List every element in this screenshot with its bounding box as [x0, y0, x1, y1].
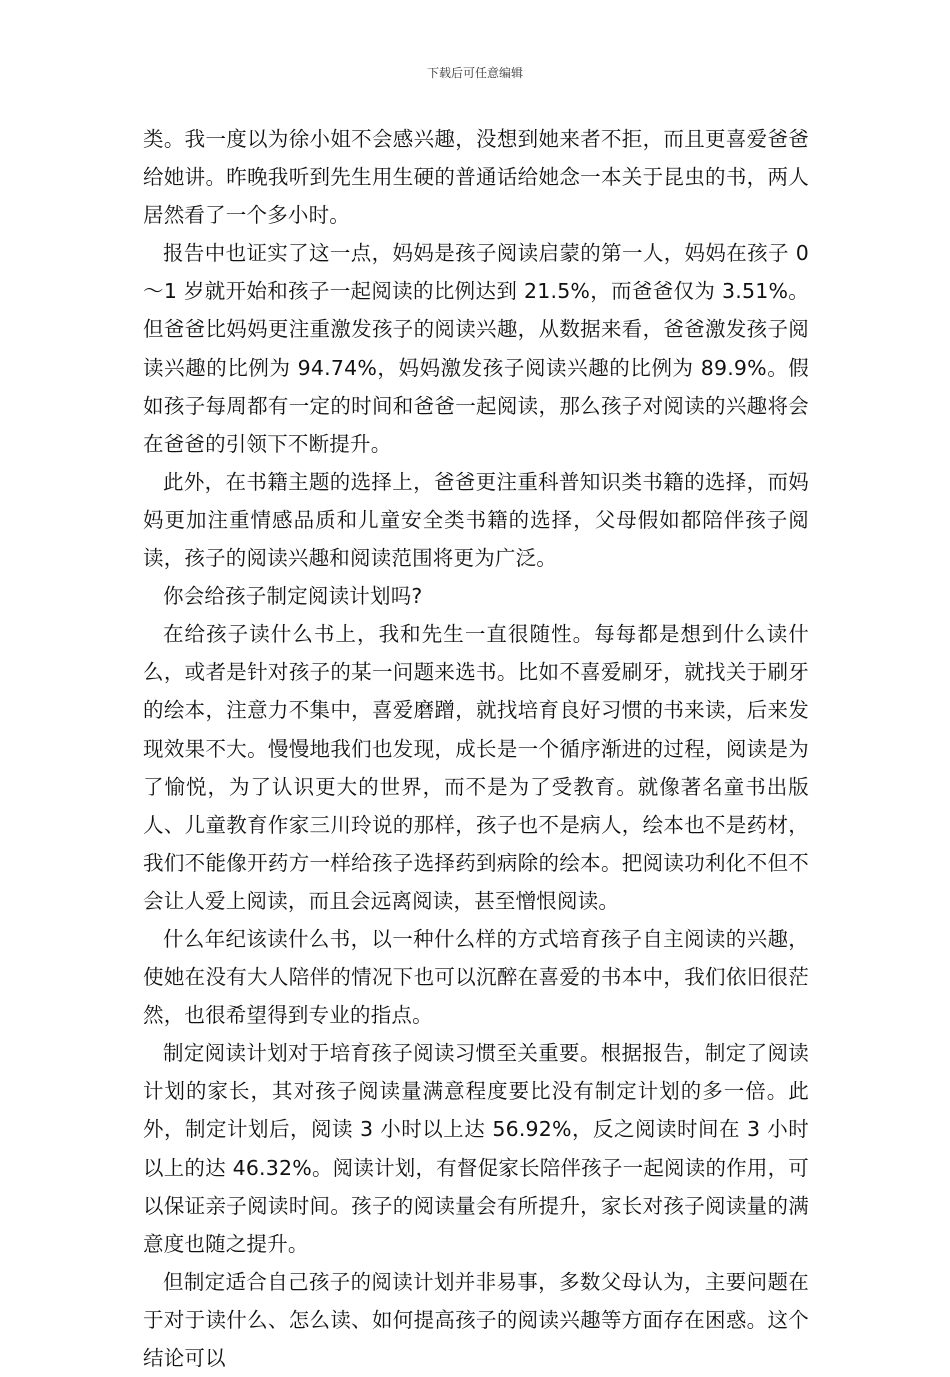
- page-header: 下载后可任意编辑: [426, 66, 523, 80]
- section-question-heading: 你会给孩子制定阅读计划吗?: [163, 584, 423, 609]
- paragraph-age-appropriate: 什么年纪该读什么书，以一种什么样的方式培育孩子自主阅读的兴趣，使她在没有大人陪伴的情况下也可以沉醉在喜爱的书本中，我们依旧很茫然，也很希望得到专业的指点。: [143, 926, 809, 1028]
- paragraph-continuation: 类。我一度以为徐小姐不会感兴趣，没想到她来者不拒，而且更喜爱爸爸给她讲。昨晚我听到先生用生硬的普通话给她念一本关于昆虫的书，两人居然看了一个多小时。: [143, 127, 809, 228]
- document-body: [143, 120, 809, 1377]
- paragraph-report-evidence: 报告中也证实了这一点，妈妈是孩子阅读启蒙的第一人，妈妈在孩子 0～1 岁就开始和孩子一起阅读的比例达到 21.5%，而爸爸仅为 3.51%。但爸爸比妈妈更注重激发孩子的阅读兴趣，从数据来看，爸爸激发孩子阅读兴趣的比例为 94.74%，妈妈激发孩子阅读兴趣的比例为 89.9%。假如孩子每周都有一定的时间和爸爸一起阅读，那么孩子对阅读的兴趣将会在爸爸的引领下不断提升。: [143, 241, 809, 456]
- paragraph-book-topics: 此外，在书籍主题的选择上，爸爸更注重科普知识类书籍的选择，而妈妈更加注重情感品质和儿童安全类书籍的选择，父母假如都陪伴孩子阅读，孩子的阅读兴趣和阅读范围将更为广泛。: [143, 469, 809, 571]
- paragraph-plan-difficulty: 但制定适合自己孩子的阅读计划并非易事，多数父母认为，主要问题在于对于读什么、怎么读、如何提高孩子的阅读兴趣等方面存在困惑。这个结论可以: [143, 1269, 809, 1370]
- paragraph-book-choice: 在给孩子读什么书上，我和先生一直很随性。每每都是想到什么读什么，或者是针对孩子的某一问题来选书。比如不喜爱刷牙，就找关于刷牙的绘本，注意力不集中，喜爱磨蹭，就找培育良好习惯的书来读，后来发现效果不大。慢慢地我们也发现，成长是一个循序渐进的过程，阅读是为了愉悦，为了认识更大的世界，而不是为了受教育。就像著名童书出版人、儿童教育作家三川玲说的那样，孩子也不是病人，绘本也不是药材，我们不能像开药方一样给孩子选择药到病除的绘本。把阅读功利化不但不会让人爱上阅读，而且会远离阅读，甚至憎恨阅读。: [143, 622, 809, 913]
- paragraph-reading-plan: 制定阅读计划对于培育孩子阅读习惯至关重要。根据报告，制定了阅读计划的家长，其对孩子阅读量满意程度要比没有制定计划的多一倍。此外，制定计划后，阅读 3 小时以上达 56.92%，反之阅读时间在 3 小时以上的达 46.32%。阅读计划，有督促家长陪伴孩子一起阅读的作用，可以保证亲子阅读时间。孩子的阅读量会有所提升，家长对孩子阅读量的满意度也随之提升。: [143, 1041, 809, 1256]
